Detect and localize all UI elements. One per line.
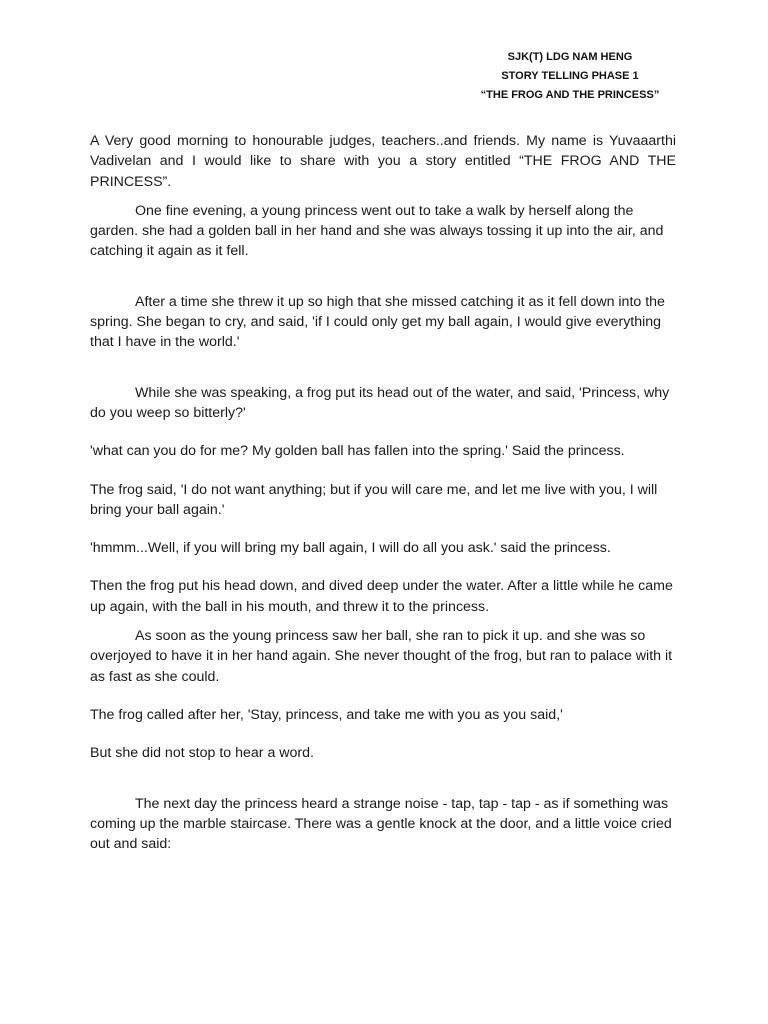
story-paragraph: The frog called after her, 'Stay, princess, and take me with you as you said,' <box>90 706 563 723</box>
story-paragraph: But she did not stop to hear a word. <box>90 745 314 762</box>
school-name: SJK(T) LDG NAM HENG <box>507 51 633 63</box>
story-paragraph: After a time she threw it up so high that she missed catching it as it fell down into the spring. She began to cry, and said, 'if I could only get my ball again, I would give everything that I have in the world.' <box>90 293 665 351</box>
story-paragraph: 'hmmm...Well, if you will bring my ball again, I will do all you ask.' said the princess. <box>90 540 611 557</box>
story-paragraph: While she was speaking, a frog put its head out of the water, and said, 'Princess, why do you weep so bitterly?' <box>90 384 670 421</box>
event-name: STORY TELLING PHASE 1 <box>501 70 639 82</box>
story-paragraph: One fine evening, a young princess went out to take a walk by herself along the garden. she had a golden ball in her hand and she was always tossing it up into the air, and catching it again as it fell. <box>90 202 664 260</box>
document-header <box>470 48 670 105</box>
story-paragraph: The frog said, 'I do not want anything; but if you will care me, and let me live with you, I will bring your ball again.' <box>90 481 658 518</box>
story-paragraph: The next day the princess heard a strange noise - tap, tap - tap - as if something was coming up the marble staircase. There was a gentle knock at the door, and a little voice cried out and said: <box>90 795 672 853</box>
story-paragraph: Then the frog put his head down, and dived deep under the water. After a little while he came up again, with the ball in his mouth, and threw it to the princess. <box>90 578 673 615</box>
story-body <box>90 131 676 854</box>
story-title: “THE FROG AND THE PRINCESS” <box>480 89 660 101</box>
story-paragraph: As soon as the young princess saw her ball, she ran to pick it up. and she was so overjoyed to have it in her hand again. She never thought of the frog, but ran to palace with it as fast as she could. <box>90 628 673 685</box>
intro-paragraph: A Very good morning to honourable judges, teachers..and friends. My name is Yuvaaarthi Vadivelan and I would like to share with you a story entitled “THE FROG AND THE PRINCESS”. <box>90 133 676 190</box>
story-paragraph: 'what can you do for me? My golden ball has fallen into the spring.' Said the princess. <box>90 443 625 460</box>
